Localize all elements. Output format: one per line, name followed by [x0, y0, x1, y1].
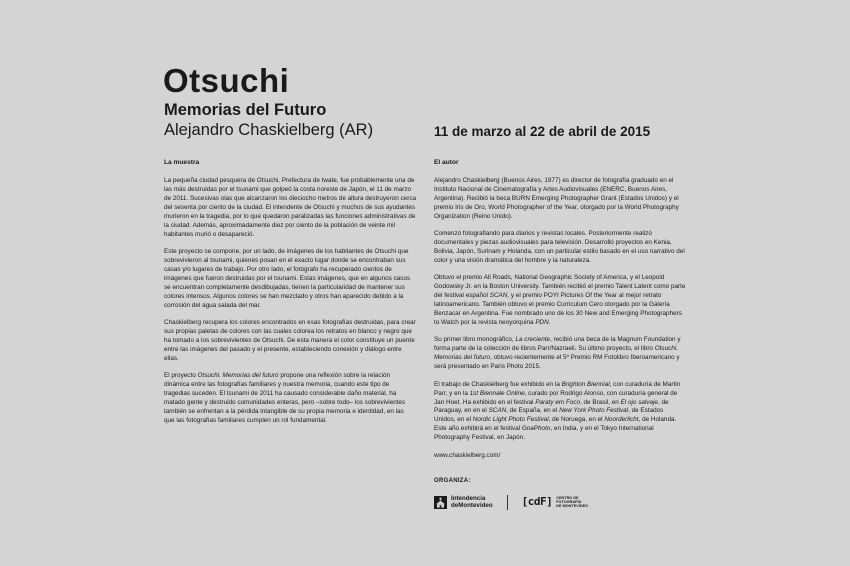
column-el-autor [434, 159, 686, 510]
cdf-mark: [cdF] [521, 494, 553, 508]
paragraph: Este proyecto se compone, por un lado, de imágenes de los habitantes de Otsuchi que sobrevivieron al tsunami, quienes posan en el exacto lugar donde se encontraban sus casas y/o lugares de trabajo. Por otro lado, el fotógrafo ha recuperado cientos de imágenes que fueron destruidas por el tsunami. Estas imágenes, que en algunos casos se encuentran completamente desdibujadas, tienen la particularidad de mantener sus colores intensos. Algunos colores se han mezclado y otros han aparecido debido a la corrosión del agua salada del mar. [164, 248, 411, 309]
paragraph: Obtuvo el premio All Roads, National Geographic Society of America, y el Leopold Godowsky Jr. en la Boston University. También recibió el premio Talent Latent como parte del festival español SCAN, y el premio POYI Pictures Of the Year al mejor retrato latinoamericano. También obtuvo el premio Curriculum Cero otorgado por la Galería Benzacar en Argentina. Fue nombrado uno de los 30 New and Emerging Photographers to Watch por la revista neoyorquina PDN. [434, 274, 686, 327]
column-la-muestra [164, 159, 416, 434]
paragraph: Chaskielberg recupera los colores encontrados en esas fotografías destruidas, para crear sus propias paletas de colores con las cuales colorea los retratos en blanco y negro que ha tomado a los sobrevivientes de Otsuchi. De esta manera el color constituye un puente entre las imágenes del pasado y el presente, estableciendo conexión y diálogo entre ellas. [164, 319, 416, 362]
paragraph: El proyecto Otsuchi. Memorias del futuro propone una reflexión sobre la relación dinámica entre las fotografías familiares y nuestra memoria, cuando este tipo de tragedias suceden. El tsunami de 2011 ha causado considerable daño material, ha matado gente y destruido comunidades enteras, pero –sobre todo– los sobrevivientes también se enfrentan a la pérdida intangible de su propia memoria e identidad, en las que las fotografías familiares cumplen un rol fundamental. [164, 372, 406, 424]
website-link[interactable]: www.chaskielberg.com/ [434, 451, 501, 459]
exhibition-subtitle: Memorias del Futuro [164, 101, 327, 119]
intendencia-logo [434, 495, 493, 509]
cdf-logo [522, 496, 588, 509]
organizer-logos [434, 495, 686, 510]
section-heading: La muestra [164, 159, 200, 166]
logo-divider [507, 495, 508, 510]
paragraph: Alejandro Chaskielberg (Buenos Aires, 1977) es director de fotografía graduado en el Instituto Nacional de Cinematografía y Artes Audiovisuales (ENERC, Buenos Aires, Argentina). Recibió la beca BURN Emerging Photographer Grant (Estados Unidos) y el premio Iris de Oro, World Photographer of the Year, otorgado por la World Photography Organization (Reino Unido). [434, 176, 679, 220]
section-heading: El autor [434, 159, 459, 166]
paragraph: El trabajo de Chaskielberg fue exhibido en la Brighton Biennial, con curaduría de Martin Parr, y en la 1st Biennale Online, curado por Rodrigo Alonso, con curaduría general de Jan Hoet. Ha exhibido en el festival Paraty em Foco, de Brasil, en El ojo salvaje, de Paraguay, en en el SCAN, de España, en el New York Photo Festival, de Estados Unidos, en el Nordic Light Photo Festival, de Noruega, en el Noorderlicht, de Holanda. Este año exhibirá en el festival GoaPhoto, en India, y en el Tokyo International Photography Festival, en Japón. [434, 380, 681, 442]
exhibition-title: Otsuchi [163, 62, 290, 99]
organiza-label: ORGANIZA: [434, 477, 471, 484]
artist-name: Alejandro Chaskielberg (AR) [164, 121, 374, 139]
intendencia-text: Intendencia deMontevideo [451, 495, 493, 510]
exhibition-dates: 11 de marzo al 22 de abril de 2015 [434, 124, 651, 139]
paragraph: Comenzó fotografiando para diarios y revistas locales. Posteriormente realizó documentales y piezas audiovisuales para televisión. Desarrolló proyectos en Kenia, Bolivia, Japón, Surinam y Holanda, con un particular estilo basado en el uso narrativo del color y una visión dramática del hombre y la naturaleza. [434, 230, 685, 264]
intendencia-icon [434, 496, 447, 509]
cdf-text: CENTRO DE FOTOGRAFÍA DE MONTEVIDEO [556, 495, 589, 509]
paragraph: Su primer libro monográfico, La creciente, recibió una beca de la Magnum Foundation y forma parte de la colección de libros Parr/Nazraeli. Su último proyecto, el libro Otsuchi. Memorias del futuro, obtuvo recientemente el 5º Premio RM Fotolibro Iberoamericano y será presentado en Paris Photo 2015. [434, 336, 681, 371]
paragraph: La pequeña ciudad pesquera de Otsuchi, Prefectura de Iwate, fue probablemente una de las más destruidas por el tsunami que golpeó la costa noreste de Japón, el 11 de marzo de 2011. Sucesivas olas que alcanzaron los dieciocho metros de altura destruyeron cerca del sesenta por ciento de la ciudad. El intendente de Otsuchi y muchos de sus ayudantes murieron en la tragedia, por lo que quedaron paralizadas las funciones administrativas de la ciudad. Además, aproximadamente diez por ciento de la población de veinte mil habitantes murió o desapareció. [164, 176, 417, 238]
